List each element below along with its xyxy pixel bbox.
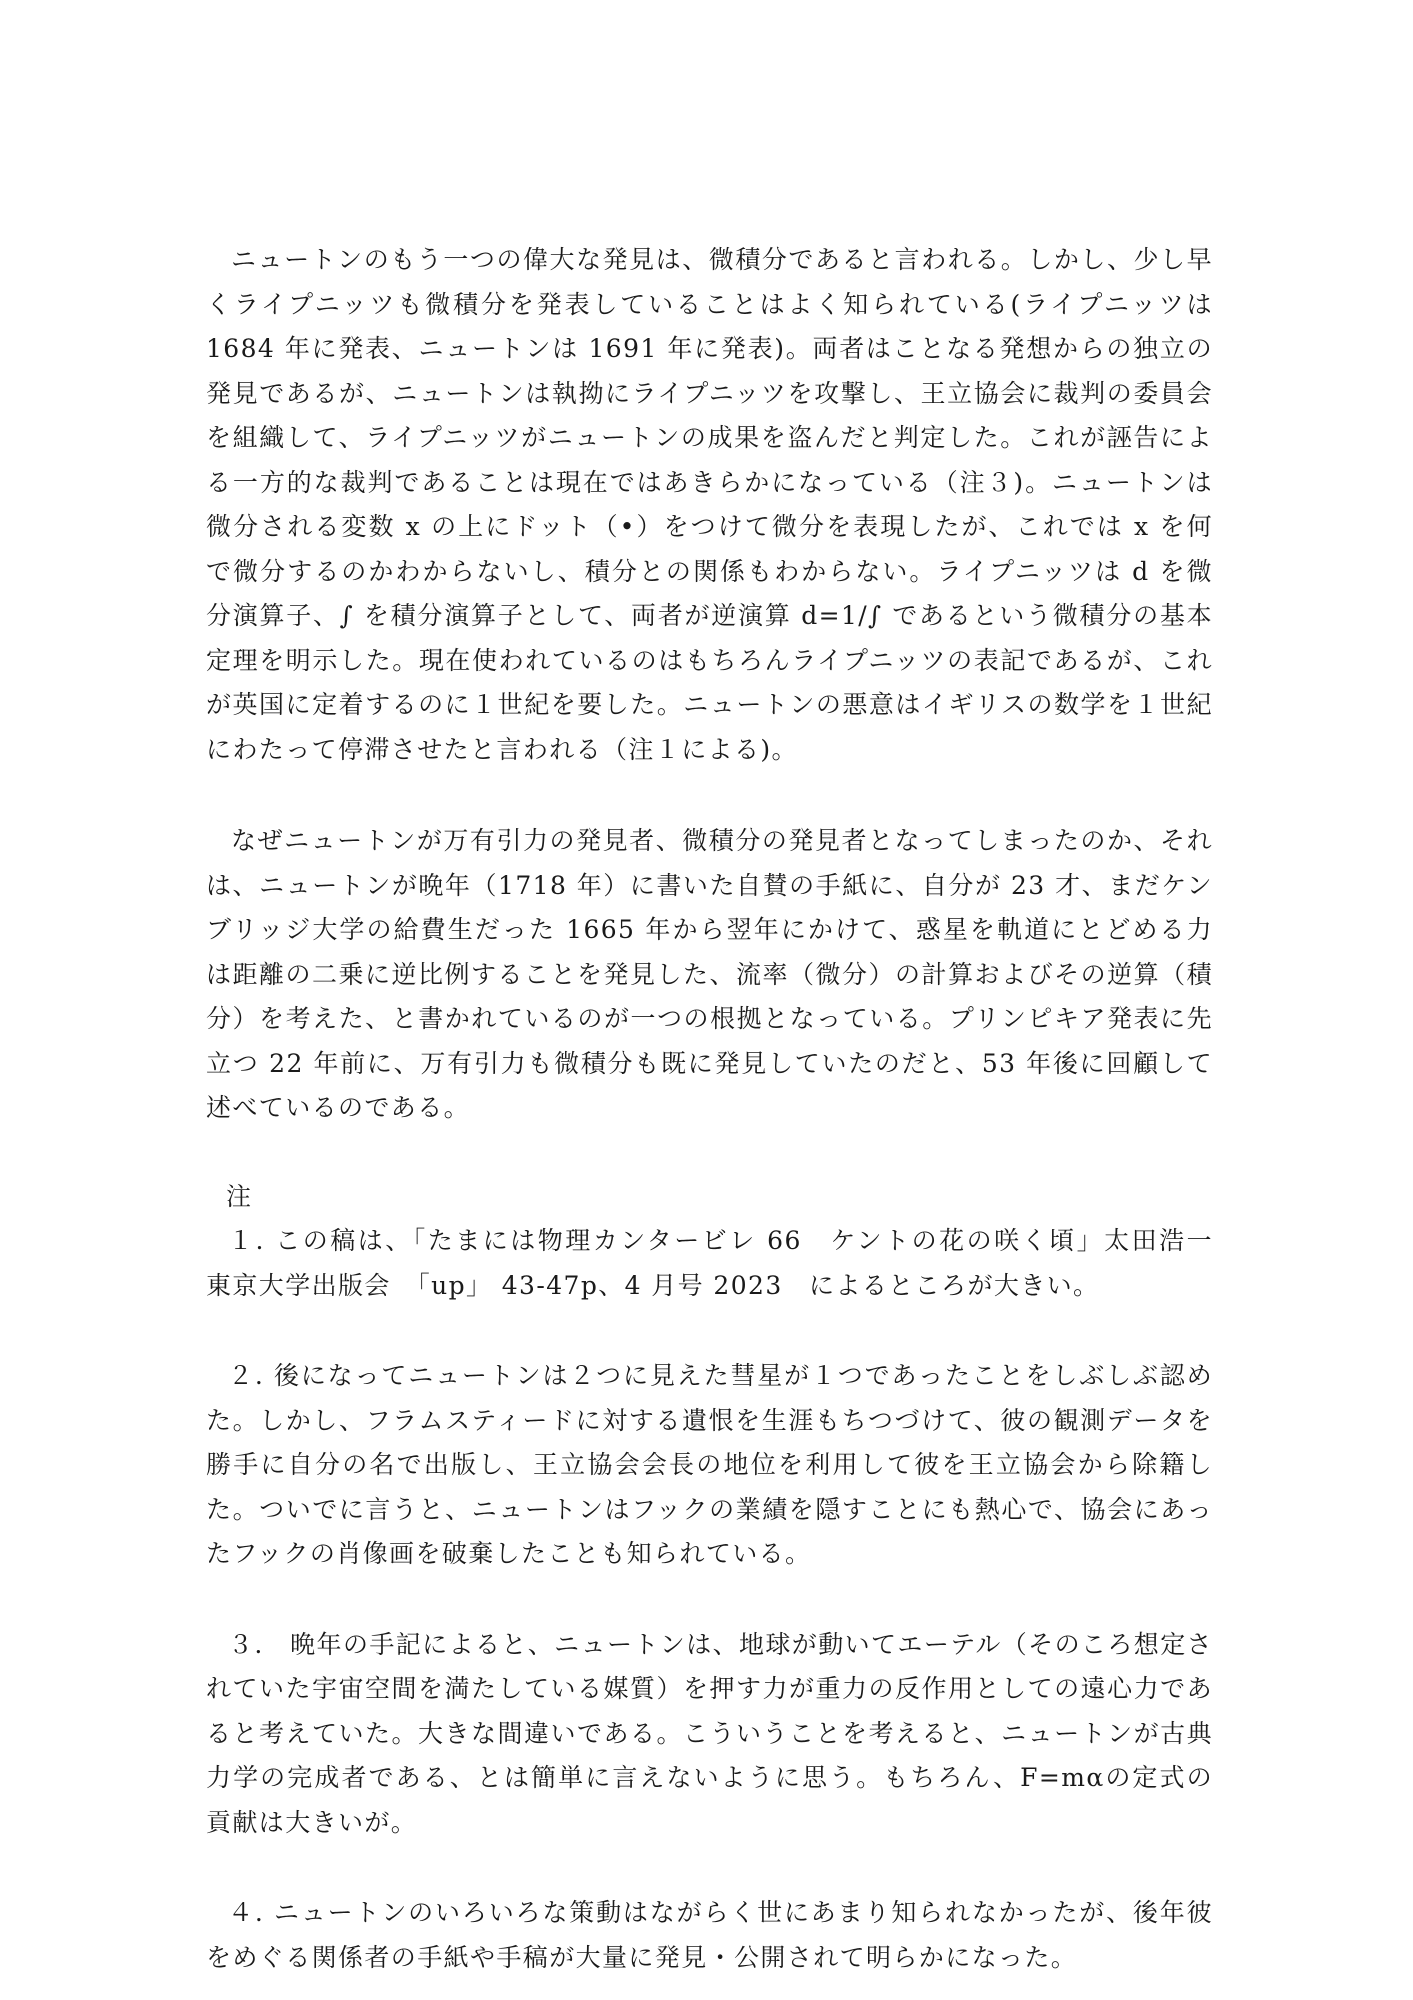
body-paragraph-claims: なぜニュートンが万有引力の発見者、微積分の発見者となってしまったのか、それは、ニュートンが晩年（1718 年）に書いた自賛の手紙に、自分が 23 才、まだケンブリッジ大学の給費生だった 1665 年から翌年にかけて、惑星を軌道にとどめる力は距離の二乗に逆比例することを発見した、流率（微分）の計算およびその逆算（積分）を考えた、と書かれているのが一つの根拠となっている。プリンピキア発表に先立つ 22 年前に、万有引力も微積分も既に発見していたのだと、53 年後に回顧して述べているのである。 (206, 826, 1213, 1122)
note-item-4: ４. ニュートンのいろいろな策動はながらく世にあまり知られなかったが、後年彼をめぐる関係者の手紙や手稿が大量に発見・公開されて明らかになった。 (206, 1898, 1213, 1972)
notes-list (206, 1219, 1240, 1980)
notes-heading: 注 (226, 1181, 252, 1211)
body-paragraph-calculus: ニュートンのもう一つの偉大な発見は、微積分であると言われる。しかし、少し早くライプニッツも微積分を発表していることはよく知られている(ライプニッツは 1684 年に発表、ニュートンは 1691 年に発表)。両者はことなる発想からの独立の発見であるが、ニュートンは執拗にライプニッツを攻撃し、王立協会に裁判の委員会を組織して、ライプニッツがニュートンの成果を盗んだと判定した。これが誣告による一方的な裁判であることは現在ではあきらかになっている（注３)。ニュートンは微分される変数 x の上にドット（•）をつけて微分を表現したが、これでは x を何で微分するのかわからないし、積分との関係もわからない。ライプニッツは d を微分演算子、∫ を積分演算子として、両者が逆演算 d=1/∫ であるという微積分の基本定理を明示した。現在使われているのはもちろんライプニッツの表記であるが、これが英国に定着するのに１世紀を要した。ニュートンの悪意はイギリスの数学を１世紀にわたって停滞させたと言われる（注１による)。 (206, 245, 1213, 764)
note-item-3: ３. 晩年の手記によると、ニュートンは、地球が動いてエーテル（そのころ想定されていた宇宙空間を満たしている媒質）を押す力が重力の反作用としての遠心力であると考えていた。大きな間違いである。こういうことを考えると、ニュートンが古典力学の完成者である、とは簡単に言えないように思う。もちろん、F=mαの定式の貢献は大きいが。 (206, 1629, 1213, 1837)
note-item-2: ２. 後になってニュートンは２つに見えた彗星が１つであったことをしぶしぶ認めた。しかし、フラムスティードに対する遺恨を生涯もちつづけて、彼の観測データを勝手に自分の名で出版し、王立協会会長の地位を利用して彼を王立協会から除籍した。ついでに言うと、ニュートンはフックの業績を隠すことにも熱心で、協会にあったフックの肖像画を破棄したことも知られている。 (206, 1361, 1213, 1568)
note-item-1: １. この稿は、「たまには物理カンタービレ 66 ケントの花の咲く頃」太田浩一 東京大学出版会 「up」 43-47p、4 月号 2023 によるところが大きい。 (206, 1226, 1240, 1300)
